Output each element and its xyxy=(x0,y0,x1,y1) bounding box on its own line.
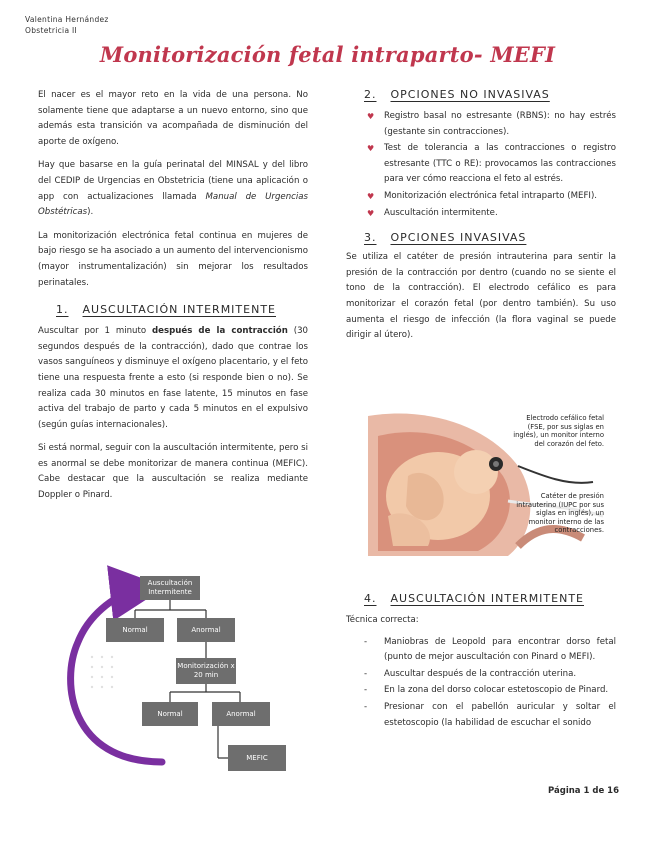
invasive-paragraph: Se utiliza el catéter de presión intrauterina para sentir la presión de la contracción por dentro (cuando no se siente el tono de la contracción). El electrodo cefálico es para monitorizar el corazón fetal (por dentro también). Su uso aumenta el riesgo de infección (la flora vaginal se puede dirigir al útero). xyxy=(346,252,616,341)
section-3-number: 3. xyxy=(364,231,377,245)
section-1-heading xyxy=(56,303,308,316)
section-4-title: AUSCULTACIÓN INTERMITENTE xyxy=(390,592,584,605)
risk-paragraph: La monitorización electrónica fetal continua en mujeres de bajo riesgo se ha asociado a un aumento del intervencionismo (mayor instrumentalización) sin mejorar los resultados perinatales. xyxy=(38,230,308,288)
auscultation-paragraph xyxy=(38,324,308,433)
section-3-title: OPCIONES INVASIVAS xyxy=(390,231,527,245)
dash-icon: - xyxy=(364,668,368,679)
guide-manual-title: Manual de Urgencias Obstétricas xyxy=(38,191,308,218)
list-item xyxy=(346,206,616,222)
list-item-text: Presionar con el pabellón auricular y soltar el estetoscopio (la habilidad de escuchar el sonido xyxy=(384,701,616,728)
ausc-text-a: Auscultar por 1 minuto xyxy=(38,326,152,337)
list-item-text: Auscultación intermitente. xyxy=(384,207,498,218)
ausc-text-bold: después de la contracción xyxy=(152,326,288,337)
return-arrow xyxy=(71,590,162,762)
dash-icon: - xyxy=(364,636,368,647)
section-2-title: OPCIONES NO INVASIVAS xyxy=(390,88,550,101)
flow-box-normal-2: Normal xyxy=(142,702,198,726)
electrode-label: Electrodo cefálico fetal (FSE, por sus siglas en inglés), un monitor interno del corazón del feto. xyxy=(513,414,604,448)
flow-box-anormal-1: Anormal xyxy=(177,618,235,642)
mefic-paragraph: Si está normal, seguir con la auscultación intermitente, pero si es anormal se debe monitorizar de manera continua (MEFIC). Cabe destacar que la auscultación se realiza mediante Doppler o Pinard. xyxy=(38,443,308,501)
dot-pattern xyxy=(91,656,113,688)
list-item xyxy=(346,109,616,140)
list-item xyxy=(346,700,616,731)
heart-icon: ♥ xyxy=(367,144,375,154)
list-item-text: Maniobras de Leopold para encontrar dorso fetal (punto de mejor auscultación con Pinard o MEFI). xyxy=(384,636,616,663)
list-item-text: En la zona del dorso colocar estetoscopio de Pinard. xyxy=(384,685,609,696)
section-4-heading xyxy=(364,592,616,605)
heart-icon: ♥ xyxy=(367,191,375,201)
flow-box-anormal-2: Anormal xyxy=(212,702,270,726)
page-title: Monitorización fetal intraparto- MEFI xyxy=(99,42,556,67)
tecnica-label: Técnica correcta: xyxy=(346,615,419,625)
dash-icon: - xyxy=(364,685,368,696)
flow-box-auscultacion: Auscultación Intermitente xyxy=(140,576,200,600)
section-3-heading xyxy=(364,231,616,244)
list-item xyxy=(346,189,616,205)
list-item-text: Test de tolerancia a las contracciones o registro estresante (TTC o RE): provocamos las contracciones para ver cómo reacciona el feto al estrés. xyxy=(384,143,616,185)
section-4-number: 4. xyxy=(364,592,377,605)
right-column xyxy=(346,88,616,344)
section-1-title: AUSCULTACIÓN INTERMITENTE xyxy=(82,303,276,317)
steps-list xyxy=(346,635,616,732)
guide-paragraph xyxy=(38,158,308,220)
heart-icon: ♥ xyxy=(367,112,375,121)
left-column xyxy=(38,88,308,504)
flow-box-normal-1: Normal xyxy=(106,618,164,642)
section-2-number: 2. xyxy=(364,88,377,101)
noninvasive-list xyxy=(346,109,616,221)
section-1-number: 1. xyxy=(56,303,69,317)
flow-box-monitorizacion: Monitorización x 20 min xyxy=(176,658,236,684)
ausc-text-c: (30 segundos después de la contracción), dado que contrae los vasos sanguíneos y disminuye el oxígeno placentario, y el feto tiene una respuesta frente a esto (si responde bien o no). Se realiza cada 30 minutos en fase latente, 15 minutos en fase activa del trabajo de parto y cada 5 minutos en el expulsivo (según guías internacionales). xyxy=(38,326,308,430)
list-item xyxy=(346,141,616,188)
list-item xyxy=(346,683,616,699)
fetal-monitor-illustration xyxy=(368,406,608,556)
flowchart xyxy=(50,562,300,777)
guide-text-b: ). xyxy=(87,207,94,218)
author-name: Valentina Hernández xyxy=(25,15,109,24)
list-item-text: Auscultar después de la contracción uterina. xyxy=(384,668,577,679)
page-number: Página 1 de 16 xyxy=(548,786,619,796)
list-item-text: Monitorización electrónica fetal intraparto (MEFI). xyxy=(384,190,598,201)
section-2-heading xyxy=(364,88,616,101)
flow-box-mefic: MEFIC xyxy=(228,745,286,771)
course-name: Obstetricia II xyxy=(25,26,78,35)
list-item-text: Registro basal no estresante (RBNS): no hay estrés (gestante sin contracciones). xyxy=(384,111,616,137)
document-header xyxy=(25,14,109,36)
dash-icon: - xyxy=(364,701,368,712)
section-4 xyxy=(346,592,616,732)
guide-text-a: Hay que basarse en la guía perinatal del MINSAL y del libro del CEDIP de Urgencias en Obstetricia (tiene una aplicación o app con actualizaciones llamada xyxy=(38,160,308,202)
list-item xyxy=(346,635,616,666)
heart-icon: ♥ xyxy=(367,208,375,218)
list-item xyxy=(346,667,616,683)
intro-paragraph: El nacer es el mayor reto en la vida de una persona. No solamente tiene que adaptarse a un nuevo entorno, sino que además esta transición va acompañada de disminución del aporte de oxígeno. xyxy=(38,90,308,147)
catheter-label: Catéter de presión intrauterino (IUPC por sus siglas en inglés), un monitor interno de las contracciones. xyxy=(516,492,604,534)
